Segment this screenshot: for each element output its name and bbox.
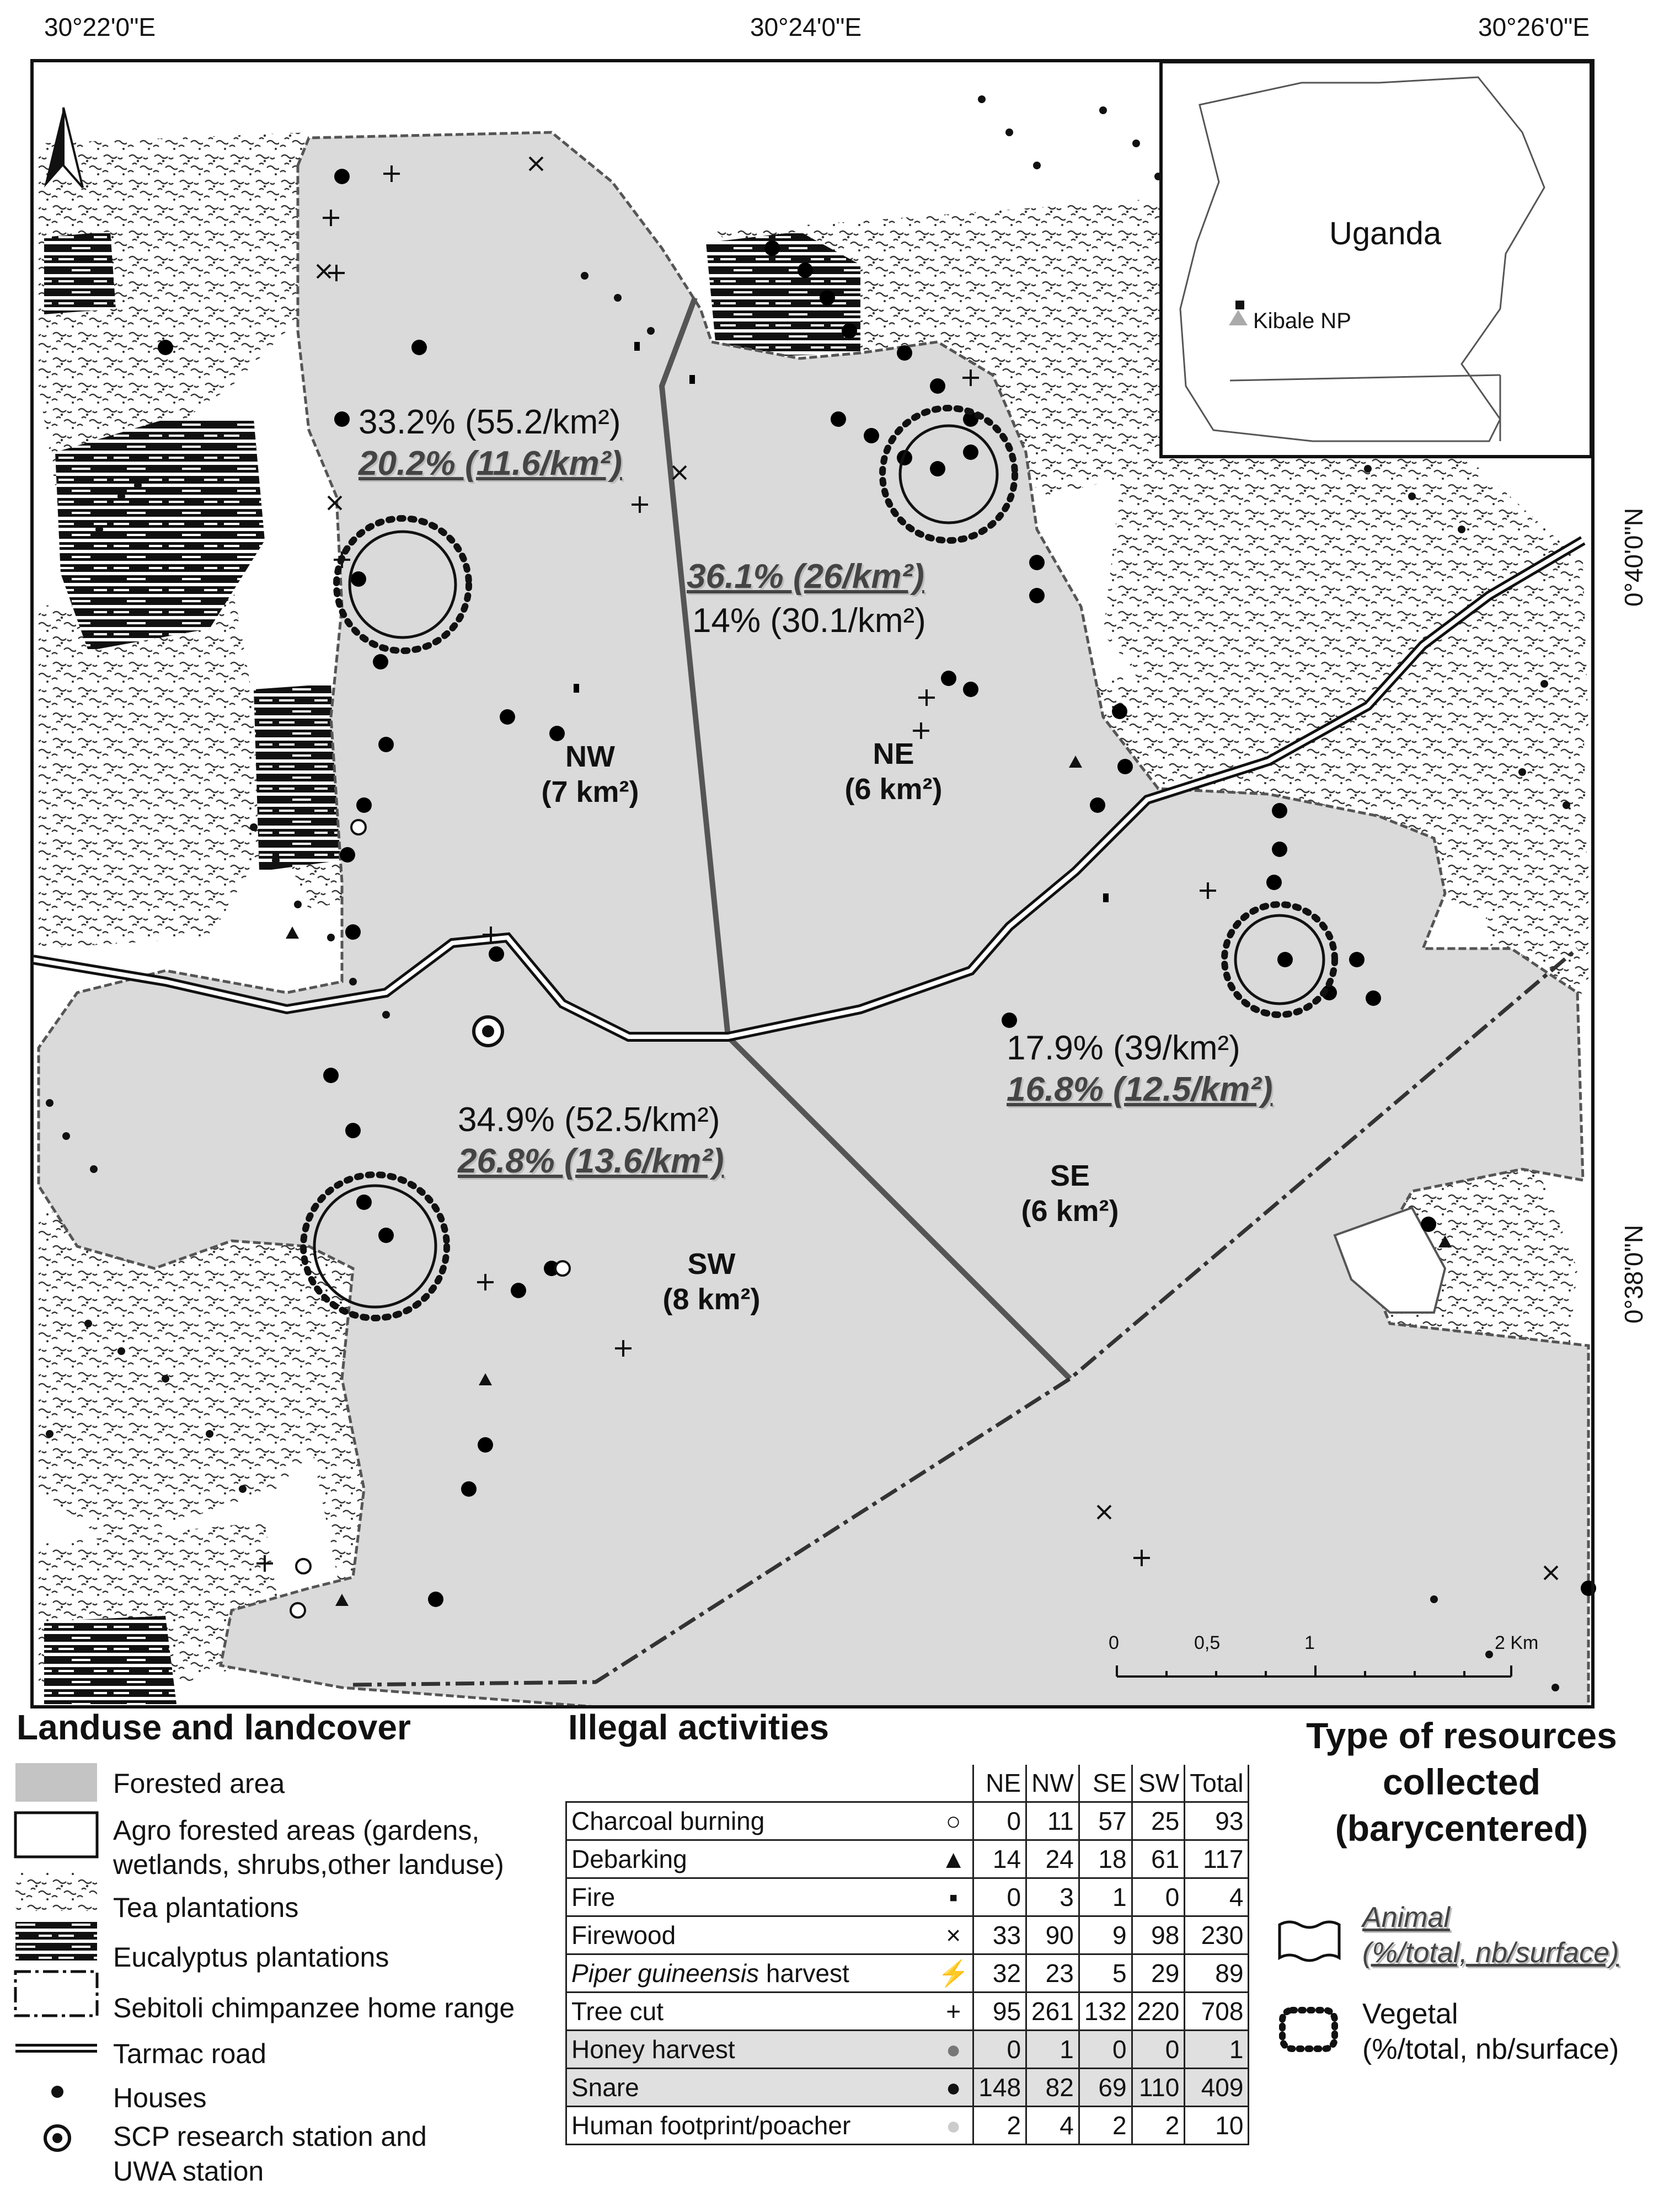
activity-value: 132 — [1079, 1993, 1132, 2031]
activity-name-text: Honey harvest — [571, 2035, 735, 2064]
activity-row — [566, 2031, 1249, 2069]
scale-tick-2: 2 Km — [1495, 1632, 1539, 1653]
se-vegetal-stat: 17.9% (39/km²) — [1007, 1029, 1240, 1067]
scale-tick-0: 0 — [1109, 1632, 1119, 1653]
activity-symbol-icon: × — [934, 1916, 973, 1954]
activity-row — [566, 1954, 1249, 1993]
legend-forested: Forested area — [113, 1768, 285, 1799]
activity-symbol-icon: ● — [934, 2069, 973, 2107]
legend-tea: Tea plantations — [113, 1892, 299, 1923]
inset-park-label: Kibale NP — [1253, 309, 1351, 333]
animal-label: Animal — [1362, 1902, 1450, 1934]
nw-sector-label — [529, 739, 651, 810]
header-sw: SW — [1132, 1765, 1185, 1802]
scale-tick-1: 1 — [1304, 1632, 1315, 1653]
activities-header-row — [566, 1765, 1249, 1802]
ne-sector-label — [833, 736, 954, 807]
se-sector-area: (6 km²) — [1021, 1195, 1119, 1228]
activity-value: 9 — [1079, 1916, 1132, 1954]
se-sector-label — [1009, 1158, 1131, 1229]
activity-value: 5 — [1079, 1954, 1132, 1993]
activity-value: 89 — [1185, 1954, 1249, 1993]
coord-top-3: 30°26'0"E — [1478, 13, 1590, 41]
activity-value: 14 — [973, 1840, 1026, 1878]
activities-table-body — [566, 1765, 1249, 2145]
activity-name — [566, 2031, 935, 2069]
activity-name-text: Snare — [571, 2073, 639, 2102]
activity-value: 1 — [1026, 2031, 1079, 2069]
activity-symbol-icon: ▲ — [934, 1840, 973, 1878]
legend-houses: Houses — [113, 2082, 207, 2113]
legend-agro-2: wetlands, shrubs,other landuse) — [113, 1849, 504, 1880]
animal-legend-icon — [1280, 1922, 1339, 1961]
legend-tarmac: Tarmac road — [113, 2038, 266, 2069]
activity-symbol-icon: ⚡ — [934, 1954, 973, 1993]
activity-value: 148 — [973, 2069, 1026, 2107]
activity-name — [566, 1993, 935, 2031]
activity-symbol-icon: ▪ — [934, 1878, 973, 1916]
coord-right-1: 0°40'0"N — [1619, 507, 1648, 607]
sw-sector-label — [651, 1246, 772, 1317]
vegetal-label: Vegetal — [1362, 1998, 1458, 2030]
activity-value: 11 — [1026, 1802, 1079, 1840]
animal-legend-label — [1362, 1900, 1619, 1970]
sw-sector-id: SW — [687, 1247, 736, 1281]
coord-top-1: 30°22'0"E — [44, 13, 156, 41]
activity-value: 93 — [1185, 1802, 1249, 1840]
activity-value: 117 — [1185, 1840, 1249, 1878]
activity-symbol-icon: ● — [934, 2107, 973, 2145]
ne-vegetal-stat: 14% (30.1/km²) — [692, 602, 926, 640]
ne-sector-area: (6 km²) — [844, 773, 943, 806]
nw-animal-stat: 20.2% (11.6/km²) — [359, 444, 622, 483]
vegetal-legend-label — [1362, 1996, 1619, 2067]
activity-name-text: Charcoal burning — [571, 1807, 765, 1835]
header-blank-symbol — [934, 1765, 973, 1802]
animal-detail: (%/total, nb/surface) — [1362, 1937, 1619, 1969]
legend-agro-1: Agro forested areas (gardens, — [113, 1815, 480, 1846]
header-nw: NW — [1026, 1765, 1079, 1802]
legend-home-range: Sebitoli chimpanzee home range — [113, 1993, 515, 2023]
activity-value: 1 — [1185, 2031, 1249, 2069]
activity-name — [566, 2107, 935, 2145]
activity-name-suffix: harvest — [759, 1959, 849, 1988]
activity-value: 10 — [1185, 2107, 1249, 2145]
activity-value: 0 — [973, 1802, 1026, 1840]
sw-vegetal-stat: 34.9% (52.5/km²) — [458, 1101, 720, 1139]
coord-right-2: 0°38'0"N — [1619, 1224, 1648, 1324]
inset-map — [1161, 62, 1591, 457]
activity-value: 69 — [1079, 2069, 1132, 2107]
activity-name-text: Debarking — [571, 1845, 687, 1873]
activity-value: 90 — [1026, 1916, 1079, 1954]
activity-value: 708 — [1185, 1993, 1249, 2031]
activity-value: 4 — [1026, 2107, 1079, 2145]
activity-row — [566, 1878, 1249, 1916]
activities-title: Illegal activities — [568, 1707, 830, 1747]
activity-name — [566, 1916, 935, 1954]
activity-row — [566, 1802, 1249, 1840]
inset-country-label: Uganda — [1329, 216, 1442, 251]
activity-value: 29 — [1132, 1954, 1185, 1993]
coord-top-2: 30°24'0"E — [750, 13, 862, 41]
activity-name — [566, 1840, 935, 1878]
activity-value: 0 — [1079, 2031, 1132, 2069]
activity-value: 0 — [973, 2031, 1026, 2069]
activity-value: 0 — [1132, 2031, 1185, 2069]
vegetal-legend-icon — [1282, 2010, 1335, 2049]
legend-station-2: UWA station — [113, 2156, 264, 2187]
activity-value: 61 — [1132, 1840, 1185, 1878]
activity-name-text: Firewood — [571, 1921, 676, 1949]
resources-legend-title — [1269, 1712, 1655, 1851]
activity-value: 2 — [1132, 2107, 1185, 2145]
activity-name-text: Fire — [571, 1883, 616, 1911]
activity-name-text: Human footprint/poacher — [571, 2111, 851, 2140]
ne-sector-id: NE — [873, 737, 914, 770]
activity-value: 95 — [973, 1993, 1026, 2031]
activities-table — [565, 1765, 1249, 2145]
sw-sector-area: (8 km²) — [662, 1283, 761, 1316]
activity-value: 1 — [1079, 1878, 1132, 1916]
header-total: Total — [1185, 1765, 1249, 1802]
research-station-icon — [474, 1017, 502, 1046]
activity-value: 2 — [1079, 2107, 1132, 2145]
activity-symbol-icon: + — [934, 1993, 973, 2031]
activity-value: 261 — [1026, 1993, 1079, 2031]
resources-title-line-1: Type of resources — [1306, 1715, 1617, 1756]
activity-row — [566, 2107, 1249, 2145]
landuse-legend-title: Landuse and landcover — [17, 1707, 411, 1747]
resources-title-line-2: collected — [1382, 1761, 1541, 1802]
activity-value: 23 — [1026, 1954, 1079, 1993]
header-ne: NE — [973, 1765, 1026, 1802]
legend-eucalyptus: Eucalyptus plantations — [113, 1942, 389, 1973]
vegetal-detail: (%/total, nb/surface) — [1362, 2033, 1619, 2065]
activity-value: 2 — [973, 2107, 1026, 2145]
activity-name — [566, 1954, 935, 1993]
se-sector-id: SE — [1050, 1159, 1090, 1192]
nw-vegetal-stat: 33.2% (55.2/km²) — [359, 403, 621, 441]
header-blank — [566, 1765, 935, 1802]
activity-value: 110 — [1132, 2069, 1185, 2107]
activity-value: 409 — [1185, 2069, 1249, 2107]
kibale-marker — [1235, 301, 1244, 309]
activity-row — [566, 1840, 1249, 1878]
activity-row — [566, 1993, 1249, 2031]
scale-tick-05: 0,5 — [1194, 1632, 1221, 1653]
se-animal-stat: 16.8% (12.5/km²) — [1007, 1070, 1273, 1108]
activity-value: 24 — [1026, 1840, 1079, 1878]
activity-value: 4 — [1185, 1878, 1249, 1916]
resources-title-line-3: (barycentered) — [1335, 1808, 1588, 1849]
nw-sector-area: (7 km²) — [541, 775, 639, 808]
activity-name — [566, 1878, 935, 1916]
legend-station-1: SCP research station and — [113, 2121, 427, 2152]
ne-animal-stat: 36.1% (26/km²) — [687, 558, 924, 596]
activity-value: 0 — [973, 1878, 1026, 1916]
activity-value: 3 — [1026, 1878, 1079, 1916]
activity-symbol-icon: ○ — [934, 1802, 973, 1840]
activity-value: 25 — [1132, 1802, 1185, 1840]
activity-name-text: Tree cut — [571, 1997, 664, 2026]
sw-animal-stat: 26.8% (13.6/km²) — [458, 1142, 724, 1180]
activity-name — [566, 1802, 935, 1840]
activity-value: 82 — [1026, 2069, 1079, 2107]
nw-sector-id: NW — [565, 740, 615, 773]
activity-name-text: Piper guineensis — [571, 1959, 759, 1988]
activity-value: 220 — [1132, 1993, 1185, 2031]
header-se: SE — [1079, 1765, 1132, 1802]
activity-value: 18 — [1079, 1840, 1132, 1878]
activity-value: 230 — [1185, 1916, 1249, 1954]
activity-value: 33 — [973, 1916, 1026, 1954]
activity-name — [566, 2069, 935, 2107]
activity-value: 57 — [1079, 1802, 1132, 1840]
activity-value: 0 — [1132, 1878, 1185, 1916]
activity-symbol-icon: ● — [934, 2031, 973, 2069]
activity-value: 32 — [973, 1954, 1026, 1993]
activity-row — [566, 2069, 1249, 2107]
activity-value: 98 — [1132, 1916, 1185, 1954]
activity-row — [566, 1916, 1249, 1954]
